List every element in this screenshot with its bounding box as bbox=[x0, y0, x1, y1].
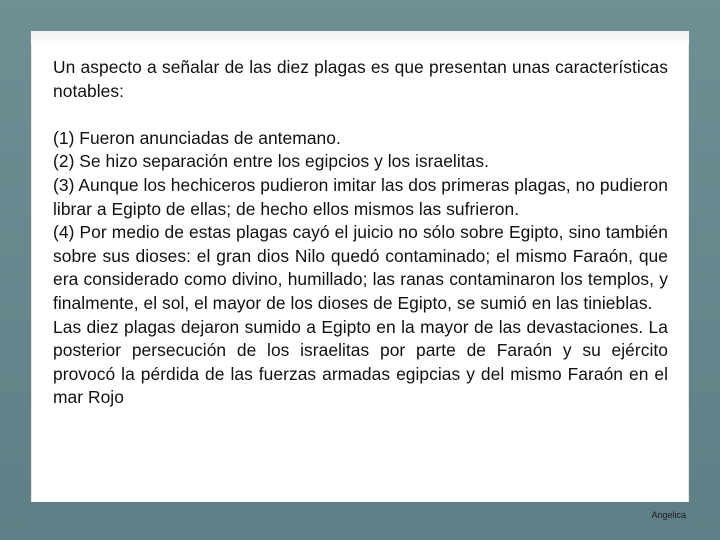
author-signature: Angelica bbox=[651, 510, 686, 520]
conclusion-paragraph: Las diez plagas dejaron sumido a Egipto en la mayor de las devastaciones. La posterior persecución de los israelitas por parte de Faraón y su ejército provocó la pérdida de las fuerzas armadas egipcias y del mismo Faraón en el mar Rojo bbox=[53, 316, 668, 408]
point-4: (4) Por medio de estas plagas cayó el juicio no sólo sobre Egipto, sino también sobre sus dioses: el gran dios Nilo quedó contaminado; el mismo Faraón, que era considerado como divino, humillado; las ranas contaminaron los templos, y finalmente, el sol, el mayor de los dioses de Egipto, se sumió en las tinieblas. bbox=[53, 222, 668, 313]
intro-paragraph: Un aspecto a señalar de las diez plagas es que presentan unas características notables: bbox=[53, 57, 668, 101]
point-1: (1) Fueron anunciadas de antemano. bbox=[53, 127, 341, 148]
card-top-shade bbox=[31, 31, 689, 45]
slide-text-block bbox=[53, 56, 668, 410]
point-3: (3) Aunque los hechiceros pudieron imitar las dos primeras plagas, no pudieron librar a Egipto de ellas; de hecho ellos mismos las sufrieron. bbox=[53, 174, 668, 219]
footer-bar bbox=[31, 502, 689, 540]
point-2: (2) Se hizo separación entre los egipcios y los israelitas. bbox=[53, 151, 489, 172]
